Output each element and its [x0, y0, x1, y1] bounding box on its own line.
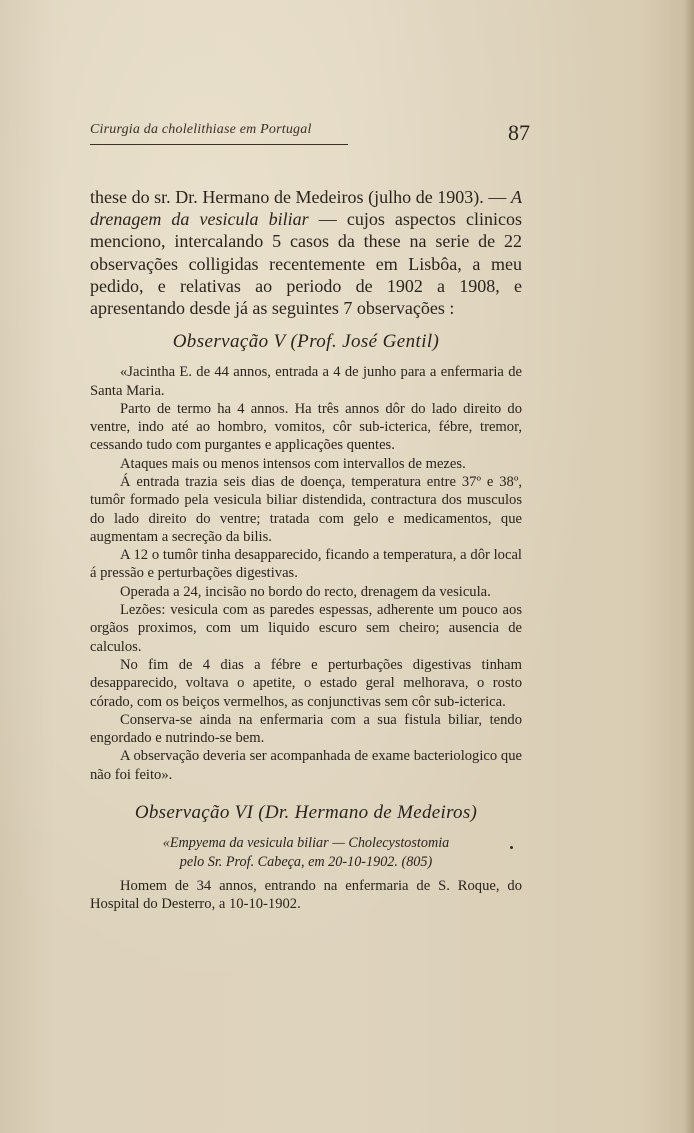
obs5-paragraph-1: «Jacintha E. de 44 annos, entrada a 4 de junho para a enfermaria de Santa Maria. [90, 364, 522, 399]
obs5-paragraph-3: Ataques mais ou menos intensos com intervallos de mezes. [120, 455, 466, 472]
page-header [90, 120, 530, 150]
observation-5-heading: Observação V (Prof. José Gentil) [172, 331, 440, 353]
observation-6-subtitle [90, 834, 522, 871]
observation-6-heading: Observação VI (Dr. Hermano de Medeiros) [134, 802, 478, 824]
obs5-paragraph-8: No fim de 4 dias a fébre e perturbações digestivas tinham desapparecido, voltava o apetite, o estado geral melhorava, o rosto córado, com os beiços vermelhos, as conjunctivas sem côr sub-icterica. [90, 656, 522, 710]
running-title: Cirurgia da cholelithiase em Portugal [90, 122, 312, 137]
intro-title-italic: A drenagem da vesicula biliar [90, 187, 523, 230]
body-text [90, 186, 522, 914]
intro-dash: — [488, 187, 512, 207]
obs5-paragraph-6: Operada a 24, incisão no bordo do recto, drenagem da vesicula. [120, 583, 491, 600]
obs5-paragraph-4: Á entrada trazia seis dias de doença, temperatura entre 37º e 38º, tumôr formado pela vesicula biliar distendida, contractura dos musculos do lado direito do ventre; tratada com gelo e medicamentos, que augmentam a secreção da bilis. [90, 474, 522, 545]
intro-paragraph [90, 186, 522, 319]
header-rule [90, 144, 348, 145]
obs5-paragraph-2: Parto de termo ha 4 annos. Ha três annos dôr do lado direito do ventre, indo até ao hombro, vomitos, côr sub-icterica, fébre, tremor, cessando tudo com purgantes e applicações quentes. [90, 400, 522, 454]
obs5-paragraph-10: A observação deveria ser acompanhada de exame bacteriologico que não foi feito». [90, 748, 522, 783]
intro-continuation: — cujos aspectos clinicos menciono, intercalando 5 casos da these na serie de 22 observações colligidas recentemente em Lisbôa, a meu pedido, e relativas ao periodo de 1902 a 1908, e apresentando desde já as seguintes 7 observações : [90, 209, 523, 319]
page-number: 87 [508, 120, 530, 145]
obs5-paragraph-5: A 12 o tumôr tinha desapparecido, ficando a temperatura, a dôr local á pressão e perturbações digestivas. [90, 547, 522, 582]
obs5-paragraph-7: Lezões: vesicula com as paredes espessas, adherente um pouco aos orgãos proximos, com um liquido escuro sem cheiro; ausencia de calculos. [90, 602, 522, 655]
subtitle-line-1: «Empyema da vesicula biliar — Cholecystostomia [162, 835, 450, 852]
obs5-paragraph-9: Conserva-se ainda na enfermaria com a sua fistula biliar, tendo engordado e nutrindo-se bem. [90, 711, 522, 747]
ink-speck [510, 846, 513, 849]
subtitle-line-2: pelo Sr. Prof. Cabeça, em 20-10-1902. (805) [179, 853, 433, 870]
intro-line-1: these do sr. Dr. Hermano de Medeiros (julho de 1903). [90, 187, 484, 207]
obs6-paragraph-1: Homem de 34 annos, entrando na enfermaria de S. Roque, do Hospital do Desterro, a 10-10-1902. [90, 878, 522, 913]
page-edge-shadow [684, 0, 694, 1133]
